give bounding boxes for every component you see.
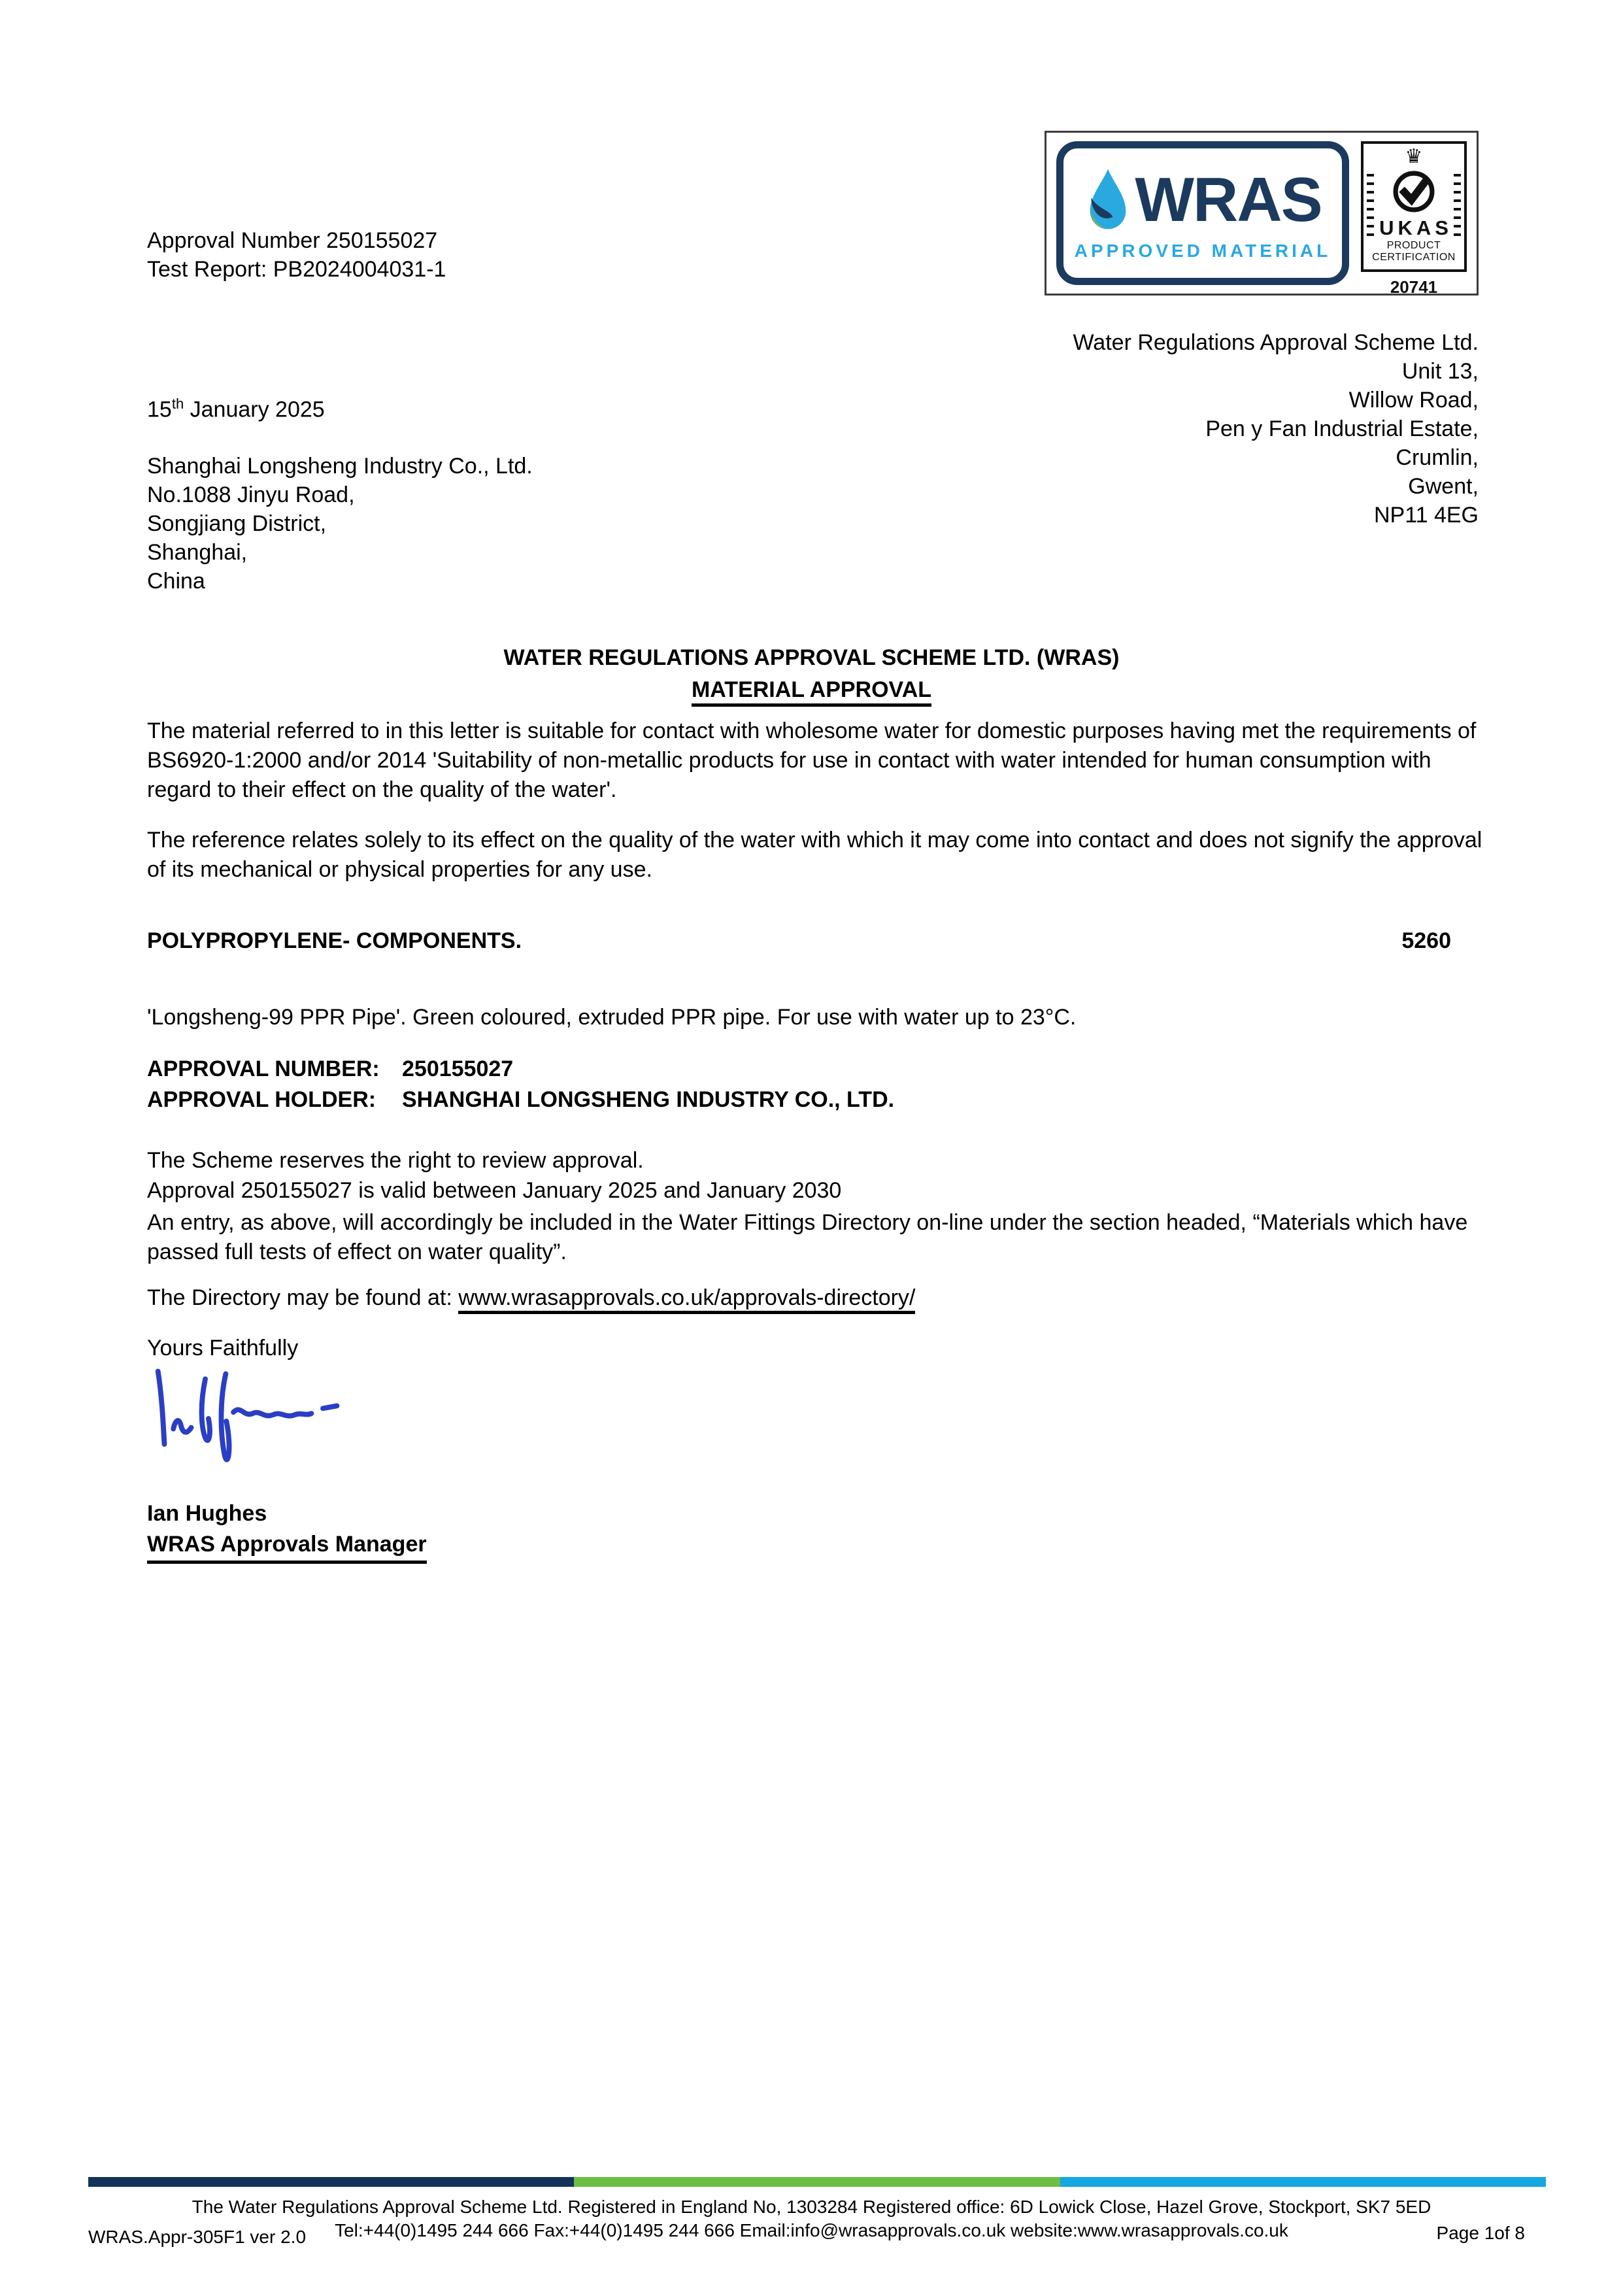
review-validity-block <box>147 1145 1494 1206</box>
approval-holder-label: APPROVAL HOLDER: <box>147 1087 376 1112</box>
footer-doc-reference: WRAS.Appr-305F1 ver 2.0 <box>88 2227 307 2247</box>
signature-image <box>149 1361 379 1472</box>
sender-address-line: Willow Road, <box>1348 388 1479 413</box>
recipient-address-line: Songjiang District, <box>147 511 327 536</box>
letter-title <box>0 642 1623 706</box>
material-heading-row <box>147 928 1451 954</box>
crown-icon: ♛ <box>1405 145 1423 168</box>
test-report-line: Test Report: PB2024004031-1 <box>147 257 446 282</box>
material-code: 5260 <box>1401 928 1451 953</box>
recipient-address-line: China <box>147 569 205 594</box>
sender-address-line: Crumlin, <box>1396 445 1479 470</box>
review-line: The Scheme reserves the right to review approval. <box>147 1148 644 1173</box>
letter-date <box>147 396 325 422</box>
paragraph-reference-scope: The reference relates solely to its effect on the quality of the water with which it may come into contact and does not signify the approval of its mechanical or physical properties for any use. <box>147 828 1482 882</box>
sender-address-line: NP11 4EG <box>1373 503 1479 528</box>
reference-block <box>147 226 446 284</box>
signatory-block <box>147 1498 427 1564</box>
date-ordinal: th <box>171 396 184 412</box>
title-line1: WATER REGULATIONS APPROVAL SCHEME LTD. (WRAS) <box>503 645 1120 670</box>
directory-link[interactable]: www.wrasapprovals.co.uk/approvals-directory/ <box>458 1285 915 1314</box>
approval-number-value: 250155027 <box>402 1056 514 1081</box>
checkmark-circle-icon <box>1390 167 1437 215</box>
signatory-title: WRAS Approvals Manager <box>147 1529 427 1564</box>
paragraph-suitability: The material referred to in this letter is suitable for contact with wholesome water for domestic purposes having met the requirements of BS6920-1:2000 and/or 2014 'Suitability of non-metallic products for use in contact with water intended for human consumption with regard to their effect on the quality of the water'. <box>147 718 1477 802</box>
date-day: 15 <box>147 397 172 422</box>
paragraph-directory-entry: An entry, as above, will accordingly be included in the Water Fittings Directory on-line under the section headed, “Materials which have passed full tests of effect on water quality”. <box>147 1210 1468 1264</box>
approved-material-label: APPROVED MATERIAL <box>1074 241 1331 261</box>
signatory-name: Ian Hughes <box>147 1501 267 1526</box>
approval-holder-value: SHANGHAI LONGSHENG INDUSTRY CO., LTD. <box>402 1087 895 1112</box>
directory-prefix: The Directory may be found at: <box>147 1285 459 1310</box>
product-description: 'Longsheng-99 PPR Pipe'. Green coloured, extruded PPR pipe. For use with water up to 23°C. <box>147 1005 1077 1030</box>
footer-color-bar <box>88 2177 1546 2187</box>
closing-salutation: Yours Faithfully <box>147 1336 299 1360</box>
recipient-address-line: Shanghai Longsheng Industry Co., Ltd. <box>147 454 533 479</box>
ukas-certification-mark <box>1361 141 1467 297</box>
footer-page-number: Page 1of 8 <box>1436 2223 1525 2243</box>
sender-address-line: Gwent, <box>1408 474 1479 499</box>
approval-number-line: Approval Number 250155027 <box>147 228 438 253</box>
directory-link-line <box>147 1285 915 1311</box>
approval-details <box>147 1054 894 1115</box>
ukas-certification-label: CERTIFICATION <box>1372 252 1456 263</box>
ukas-ruler-ticks-left <box>1367 174 1374 241</box>
footer-registered-line: The Water Regulations Approval Scheme Ltd. Registered in England No, 1303284 Registered office: 6D Lowick Close, Hazel Grove, Stockport, SK7 5ED <box>192 2197 1431 2217</box>
wras-waterdrop-icon <box>1084 165 1132 235</box>
certification-logo-block <box>1045 131 1479 295</box>
ukas-ruler-ticks-right <box>1454 174 1461 241</box>
approval-number-row <box>147 1054 894 1085</box>
footer-contact-line: Tel:+44(0)1495 244 666 Fax:+44(0)1495 244 666 Email:info@wrasapprovals.co.uk website:www.wrasapprovals.co.uk <box>335 2220 1288 2240</box>
sender-address-line: Water Regulations Approval Scheme Ltd. <box>1073 330 1479 355</box>
wras-approved-material-badge <box>1056 141 1349 285</box>
title-line2: MATERIAL APPROVAL <box>692 677 931 707</box>
sender-address-line: Pen y Fan Industrial Estate, <box>1205 416 1479 441</box>
recipient-address-line: Shanghai, <box>147 540 248 565</box>
recipient-address-line: No.1088 Jinyu Road, <box>147 482 355 507</box>
wras-logo-text: WRAS <box>1135 165 1322 235</box>
validity-line: Approval 250155027 is valid between January 2025 and January 2030 <box>147 1178 842 1203</box>
sender-address-line: Unit 13, <box>1401 359 1479 384</box>
footer-bar-cyan-segment <box>1060 2177 1546 2187</box>
footer-bar-navy-segment <box>88 2177 574 2187</box>
ukas-product-label: PRODUCT <box>1386 240 1441 251</box>
approval-holder-row <box>147 1085 894 1115</box>
approval-number-label: APPROVAL NUMBER: <box>147 1056 380 1081</box>
material-heading: POLYPROPYLENE- COMPONENTS. <box>147 928 522 953</box>
date-rest: January 2025 <box>184 397 325 422</box>
recipient-address <box>147 452 533 596</box>
footer-bar-green-segment <box>574 2177 1060 2187</box>
ukas-logo-text: UKAS <box>1379 216 1452 239</box>
sender-address <box>1073 328 1479 530</box>
ukas-number: 20741 <box>1390 277 1438 297</box>
